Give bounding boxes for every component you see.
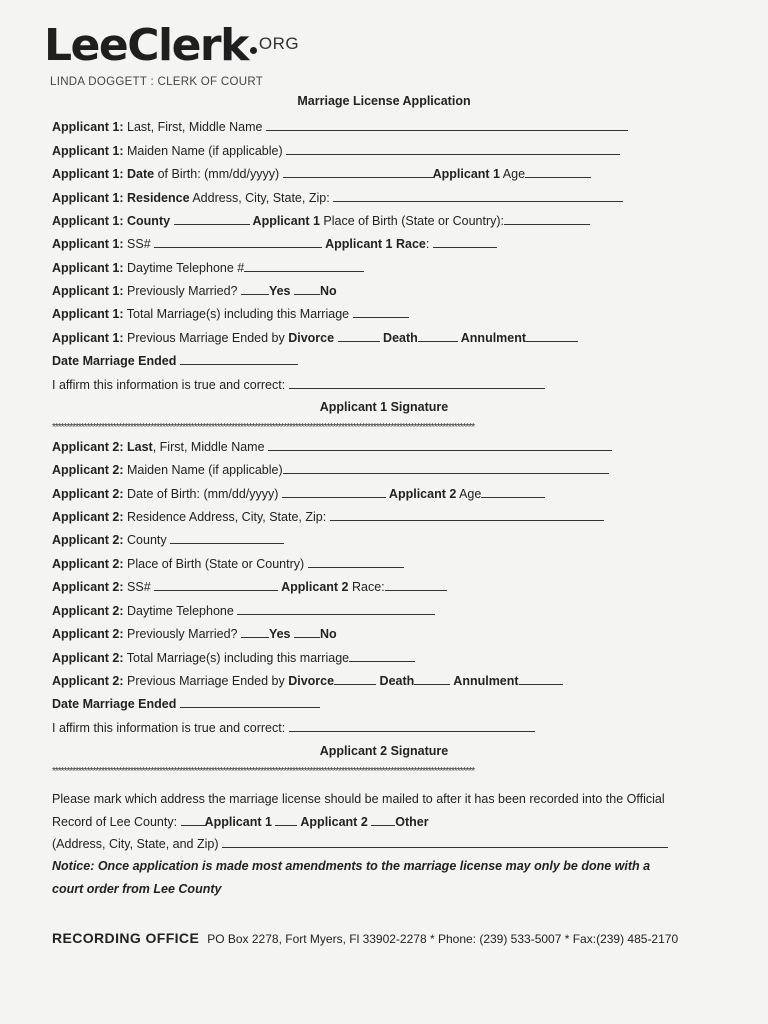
app2-phone-field: Applicant 2: Daytime Telephone [52, 603, 435, 619]
app2-signature-blank[interactable] [289, 720, 535, 732]
app2-yes-blank[interactable] [241, 626, 269, 638]
app1-residence-field: Applicant 1: Residence Address, City, State, Zip: [52, 190, 623, 206]
app1-ended-field: Applicant 1: Previous Marriage Ended by Divorce Death Annulment [52, 330, 578, 346]
app2-maiden-blank[interactable] [283, 462, 609, 474]
app2-residence-blank[interactable] [330, 509, 604, 521]
app1-no-blank[interactable] [294, 283, 320, 295]
form-title: Marriage License Application [297, 94, 471, 108]
app1-yes-blank[interactable] [241, 283, 269, 295]
leeclerk-logo [44, 20, 299, 71]
logo-dot [250, 47, 257, 54]
recording-office-footer [52, 930, 678, 946]
app2-total-blank[interactable] [349, 650, 415, 662]
app2-no-blank[interactable] [294, 626, 320, 638]
app1-total-blank[interactable] [353, 306, 409, 318]
app1-pob-blank[interactable] [504, 213, 590, 225]
app2-race-blank[interactable] [385, 579, 447, 591]
mail-options: Record of Lee County: Applicant 1 Applicant 2 Other [52, 815, 429, 829]
app2-pob-blank[interactable] [308, 556, 404, 568]
app1-divorce-blank[interactable] [338, 330, 380, 342]
app2-date-ended-field: Date Marriage Ended [52, 696, 320, 712]
app1-name-field: Applicant 1: Last, First, Middle Name [52, 119, 628, 135]
app1-signature-label: Applicant 1 Signature [319, 400, 449, 414]
notice-line-1: Notice: Once application is made most amendments to the marriage license may only be done with a [52, 859, 651, 873]
app2-annulment-blank[interactable] [519, 673, 563, 685]
app2-county-field: Applicant 2: County [52, 532, 284, 548]
app1-total-field: Applicant 1: Total Marriage(s) including this Marriage [52, 306, 409, 322]
app1-signature-blank[interactable] [289, 377, 545, 389]
app1-phone-blank[interactable] [244, 260, 364, 272]
app1-married-field: Applicant 1: Previously Married? Yes No [52, 284, 337, 298]
app1-phone-field: Applicant 1: Daytime Telephone # [52, 260, 364, 276]
app2-married-field: Applicant 2: Previously Married? Yes No [52, 627, 337, 641]
app2-death-blank[interactable] [414, 673, 450, 685]
app2-ss-blank[interactable] [154, 579, 278, 591]
app1-ss-blank[interactable] [154, 236, 322, 248]
notice-line-2: court order from Lee County [52, 882, 222, 896]
app1-residence-blank[interactable] [333, 190, 623, 202]
app2-dob-field: Applicant 2: Date of Birth: (mm/dd/yyyy) Applicant 2 Age [52, 486, 545, 502]
app2-maiden-field: Applicant 2: Maiden Name (if applicable) [52, 462, 609, 478]
app1-date-ended-blank[interactable] [180, 353, 298, 365]
app1-dob-blank[interactable] [283, 166, 433, 178]
mail-other-blank[interactable] [371, 814, 395, 826]
recording-office-address: PO Box 2278, Fort Myers, Fl 33902-2278 * Phone: (239) 533-5007 * Fax:(239) 485-2170 [207, 932, 679, 946]
app2-dob-blank[interactable] [282, 486, 386, 498]
app2-divorce-blank[interactable] [334, 673, 376, 685]
app2-total-field: Applicant 2: Total Marriage(s) including this marriage [52, 650, 415, 666]
logo-wordmark: LeeClerk [44, 20, 248, 71]
logo-suffix: ORG [258, 34, 300, 53]
mail-instruction: Please mark which address the marriage license should be mailed to after it has been recorded into the Official [52, 792, 665, 806]
app1-name-blank[interactable] [266, 119, 628, 131]
app2-signature-label: Applicant 2 Signature [319, 744, 449, 758]
app1-county-blank[interactable] [174, 213, 250, 225]
mail-app2-blank[interactable] [275, 814, 297, 826]
app2-name-blank[interactable] [268, 439, 612, 451]
app2-pob-field: Applicant 2: Place of Birth (State or Country) [52, 556, 404, 572]
app1-age-blank[interactable] [525, 166, 591, 178]
clerk-line: LINDA DOGGETT : CLERK OF COURT [50, 76, 264, 88]
app2-name-field: Applicant 2: Last, First, Middle Name [52, 439, 612, 455]
app1-affirm-field: I affirm this information is true and correct: [52, 377, 545, 393]
app1-county-field: Applicant 1: County Applicant 1 Place of Birth (State or Country): [52, 213, 590, 229]
app1-maiden-field: Applicant 1: Maiden Name (if applicable) [52, 143, 620, 159]
app2-ended-field: Applicant 2: Previous Marriage Ended by Divorce Death Annulment [52, 673, 563, 689]
app2-ss-field: Applicant 2: SS# Applicant 2 Race: [52, 579, 447, 595]
mail-address-blank[interactable] [222, 836, 668, 848]
app2-phone-blank[interactable] [237, 603, 435, 615]
mail-address-field: (Address, City, State, and Zip) [52, 836, 668, 852]
app2-date-ended-blank[interactable] [180, 696, 320, 708]
separator-1: ************************************************************************************************************************************************** [52, 423, 475, 433]
app1-annulment-blank[interactable] [526, 330, 578, 342]
app1-race-blank[interactable] [433, 236, 497, 248]
app2-affirm-field: I affirm this information is true and correct: [52, 720, 535, 736]
app2-age-blank[interactable] [481, 486, 545, 498]
app2-residence-field: Applicant 2: Residence Address, City, State, Zip: [52, 509, 604, 525]
app1-date-ended-field: Date Marriage Ended [52, 353, 298, 369]
mail-app1-blank[interactable] [181, 814, 205, 826]
app1-dob-field: Applicant 1: Date of Birth: (mm/dd/yyyy) Applicant 1 Age [52, 166, 591, 182]
recording-office-label: RECORDING OFFICE [52, 930, 200, 946]
app1-ss-field: Applicant 1: SS# Applicant 1 Race: [52, 236, 497, 252]
separator-2: ************************************************************************************************************************************************** [52, 767, 475, 777]
app1-maiden-blank[interactable] [286, 143, 620, 155]
app1-death-blank[interactable] [418, 330, 458, 342]
app2-county-blank[interactable] [170, 532, 284, 544]
